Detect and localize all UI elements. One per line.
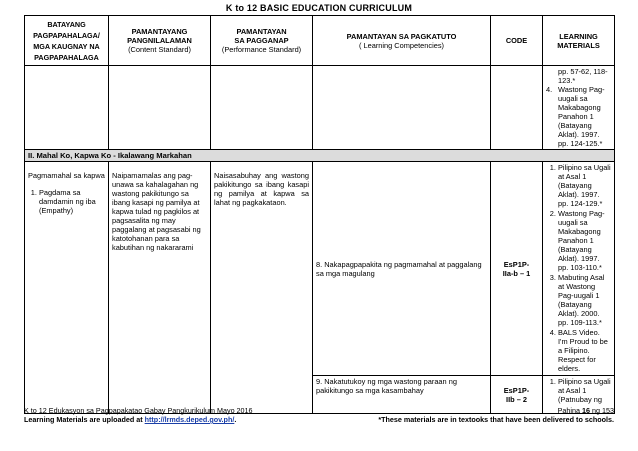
footer-uploaded-suffix: . — [234, 415, 237, 424]
code-line: EsP1P- — [503, 259, 530, 269]
materials-item: 3. Mabuting Asal at Wastong Pag-uugali 1 (Batayang Aklat). 2000. pp. 109-113.* — [558, 273, 611, 327]
cont-cell-competencies — [313, 66, 491, 150]
section-heading: II. Mahal Ko, Kapwa Ko - Ikalawang Markahan — [25, 150, 615, 162]
header-values-line: PAGPAPAHALAGA — [34, 52, 99, 62]
header-competencies-title: PAMANTAYAN SA PAGKATUTO — [346, 31, 457, 41]
header-values — [25, 16, 109, 66]
competency-cell-1 — [313, 162, 491, 376]
header-competencies-sub: ( Learning Competencies) — [358, 40, 445, 50]
header-materials-line: MATERIALS — [557, 40, 600, 50]
materials-item-number-value: 4 — [546, 85, 551, 94]
competency-cell-2 — [313, 376, 491, 414]
value-item: 1. Pagdama sa damdamin ng iba (Empathy) — [39, 188, 105, 215]
materials-continuation: pp. 57-62, 118-123.* — [558, 67, 608, 85]
header-performance-sub: (Performance Standard) — [221, 45, 302, 54]
value-label: Pagmamahal sa kapwa — [28, 171, 105, 180]
header-values-line: BATAYANG — [47, 19, 86, 29]
footer-page-number — [558, 406, 614, 415]
header-code-label: CODE — [505, 36, 528, 45]
header-performance-line: SA PAGGANAP — [234, 36, 289, 45]
cont-cell-values — [25, 66, 109, 150]
header-performance-standard — [211, 16, 313, 66]
materials-item: 1. Pilipino sa Ugali at Asal 1 (Patnubay ng — [558, 377, 611, 404]
competency-text: 9. Nakatutukoy ng mga wastong paraan ng pakikitungo sa mga kasambahay — [316, 377, 457, 395]
header-code — [491, 16, 543, 66]
header-values-line: MGA KAUGNAY NA — [33, 41, 100, 51]
document-title: K to 12 BASIC EDUCATION CURRICULUM — [225, 3, 413, 13]
materials-list-2 — [546, 377, 611, 404]
materials-item: 2. Wastong Pag-uugali sa Makabagong Panahon 1 (Batayang Aklat). 1997. pp. 103-110.* — [558, 209, 611, 272]
code-cell-1 — [491, 162, 543, 376]
page-prefix: Pahina — [557, 406, 583, 415]
header-content-line: PANGNILALAMAN — [127, 36, 192, 45]
footer-uploaded-prefix: Learning Materials are uploaded at — [24, 415, 145, 424]
cont-cell-content — [109, 66, 211, 150]
code-cell-2 — [491, 376, 543, 414]
header-performance-line: PAMANTAYAN — [236, 27, 287, 36]
header-content-line: PAMANTAYANG — [131, 27, 188, 36]
lrmds-link[interactable]: http://lrmds.deped.gov.ph/ — [144, 415, 235, 424]
cont-cell-performance — [211, 66, 313, 150]
section-row — [25, 150, 615, 162]
header-content-sub: (Content Standard) — [128, 45, 191, 54]
cont-cell-code — [491, 66, 543, 150]
materials-cell-1 — [543, 162, 615, 376]
table-header-row — [25, 16, 615, 66]
curriculum-table — [24, 15, 615, 414]
performance-standard-text: Naisasabuhay ang wastong pakikitungo sa ibang kasapi ng pamilya at kapwa sa lahat ng pagkakataon. — [214, 171, 309, 207]
page-suffix: ng 153 — [590, 406, 614, 415]
code-line: IIa-b – 1 — [502, 268, 531, 278]
values-cell — [25, 162, 109, 414]
materials-item: 4. BALS Video. I'm Proud to be a Filipino. Respect for elders. — [558, 328, 611, 373]
header-content-standard — [109, 16, 211, 66]
continuation-row — [25, 66, 615, 150]
materials-item-4 — [546, 85, 611, 148]
competency-text: 8. Nakapagpapakita ng pagmamahal at paggalang sa mga magulang — [316, 259, 482, 278]
code-line: IIb – 2 — [506, 394, 527, 404]
content-standard-cell — [109, 162, 211, 414]
header-values-line: PAGPAPAHALAGA/ — [33, 30, 100, 40]
competency-row-1 — [25, 162, 615, 376]
content-standard-text: Naipamamalas ang pag-unawa sa kahalagahan ng wastong pakikitungo sa ibang kasapi ng pamilya at kapwa tulad ng pagkilos at pagsasalita ng may paggalang at pagsasabi ng katotohanan para sa kabutihan ng nakararami — [112, 171, 201, 252]
value-items — [28, 188, 105, 215]
materials-item-text: Wastong Pag-uugali sa Makabagong Panahon 1 (Batayang Aklat). 1997. pp. 124-125.* — [558, 85, 605, 148]
header-learning-materials — [543, 16, 615, 66]
performance-standard-cell — [211, 162, 313, 414]
footer-guide-title: K to 12 Edukasyon sa Pagpapakatao Gabay Pangkurikulum Mayo 2016 — [24, 406, 253, 415]
header-materials-line: LEARNING — [559, 31, 598, 41]
cont-cell-materials — [543, 66, 615, 150]
code-line: EsP1P- — [503, 385, 530, 395]
footer-uploaded-note — [24, 415, 236, 424]
materials-item-number: 4. — [546, 85, 553, 94]
materials-item: 1. Pilipino sa Ugali at Asal 1 (Batayang Aklat). 1997. pp. 124-129.* — [558, 163, 611, 208]
footer-materials-note: *These materials are in textooks that have been delivered to schools. — [378, 415, 614, 424]
page-current: 16 — [582, 406, 591, 415]
materials-list-1 — [546, 163, 611, 373]
header-learning-competencies — [313, 16, 491, 66]
